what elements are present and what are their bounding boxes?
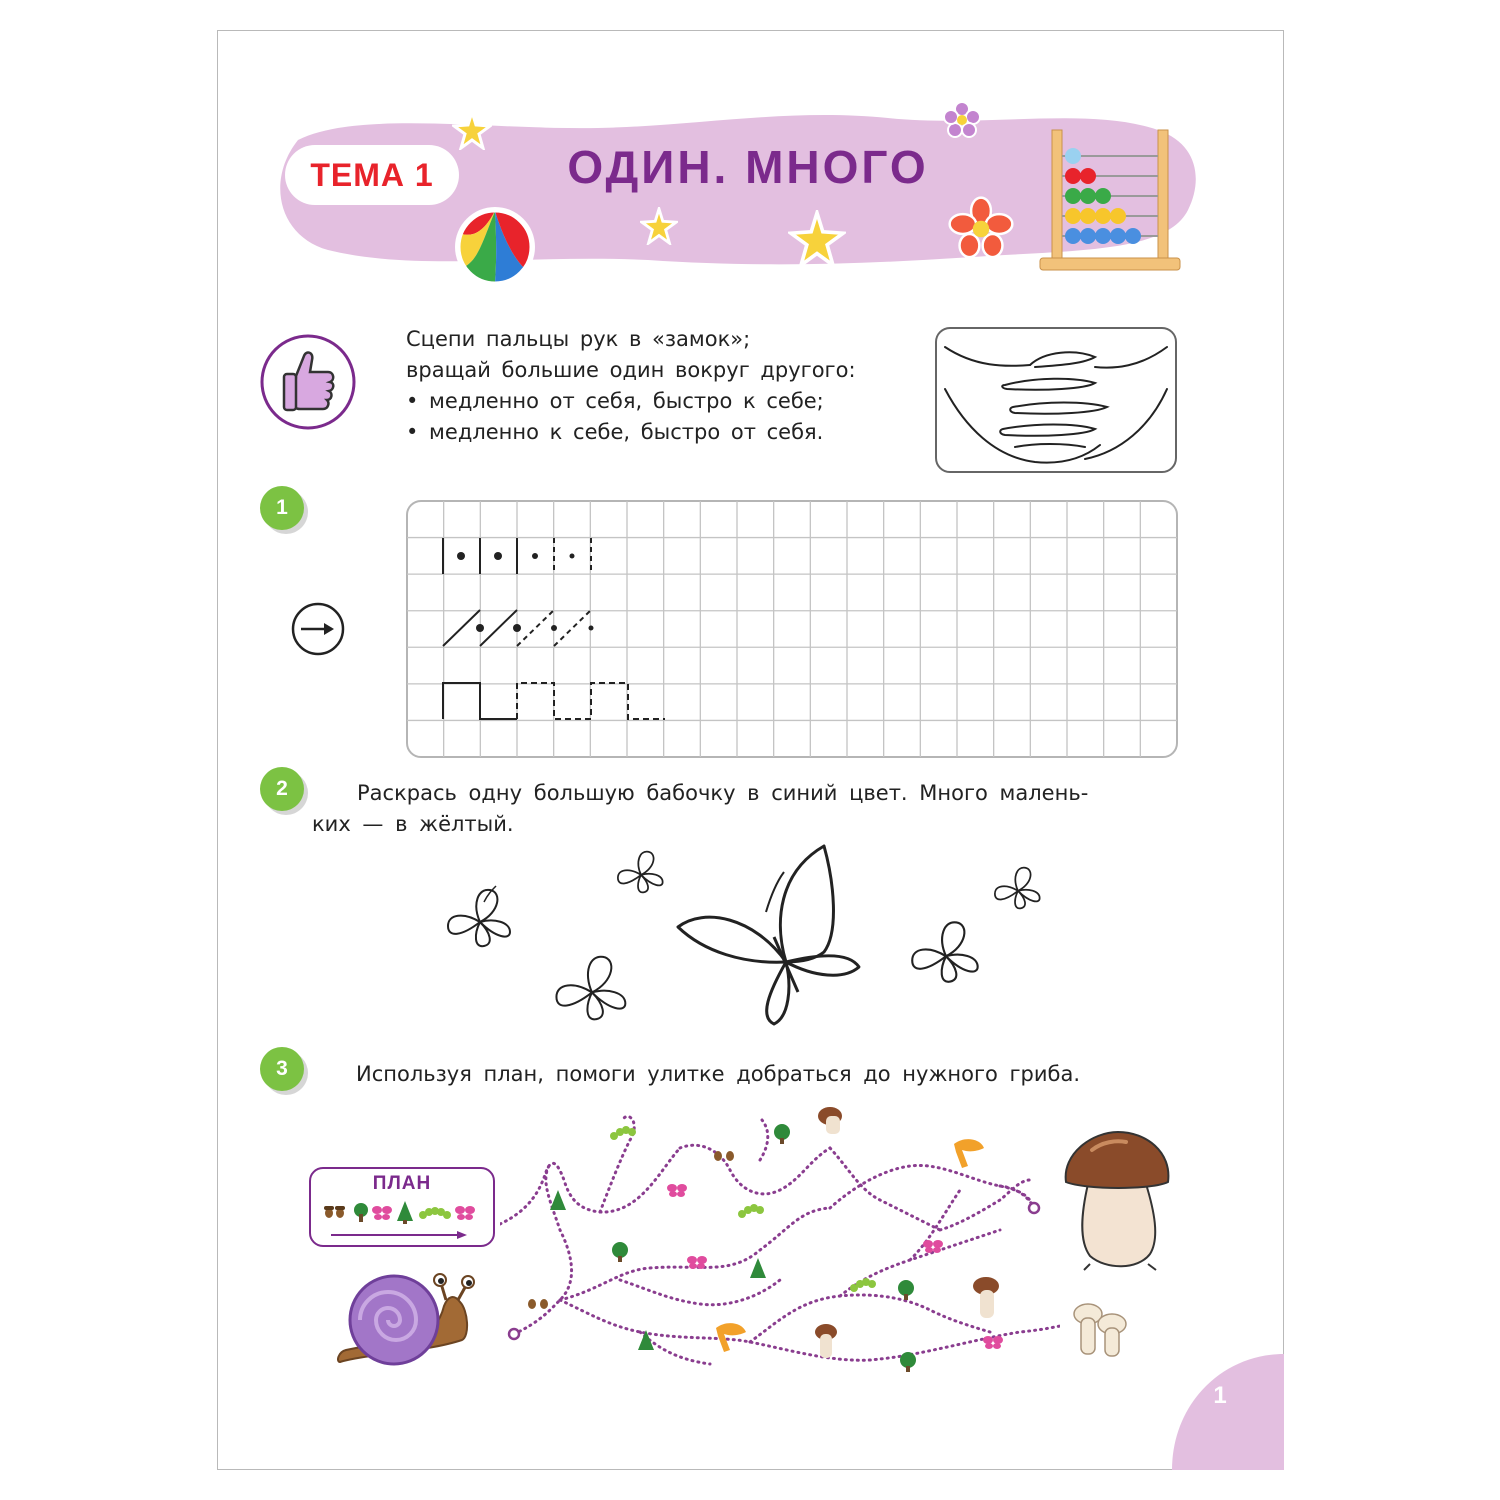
tree-icon [354,1203,368,1222]
plan-box [309,1167,495,1247]
small-butterfly[interactable] [548,948,636,1028]
tree-icon [898,1280,914,1300]
ball-icon [452,204,538,290]
butterfly-icon [667,1184,687,1197]
star-icon [640,207,678,245]
fir-tree-icon [750,1258,766,1278]
thumbs-up-icon [258,332,358,432]
page-number: 1 [1213,1382,1227,1409]
porcini-mushroom-icon [1062,1130,1174,1272]
tree-icon [774,1124,790,1144]
snail-icon [336,1270,482,1370]
caterpillar-icon [610,1126,636,1140]
task2-text [312,778,1182,840]
page-number-tab [1172,1354,1284,1470]
task-number-badge: 2 [260,767,304,811]
caterpillar-icon [738,1204,764,1218]
instruction-line: • медленно от себя, быстро к себе; [406,389,824,413]
theme-label: ТЕМА 1 [285,145,459,205]
finger-exercise-text [406,324,926,448]
mushroom-icon [815,1324,837,1358]
small-butterfly[interactable] [612,846,670,898]
drawing-grid[interactable] [406,500,1178,758]
tree-icon [612,1242,628,1262]
butterfly-icon [455,1206,475,1220]
abacus-icon [1038,126,1184,276]
mushroom-icon [818,1107,842,1134]
caterpillar-icon [850,1278,876,1292]
task2-line1: Раскрась одну большую бабочку в синий цвет. Много малень- [357,781,1089,805]
page-title: ОДИН. МНОГО [567,141,929,193]
chanterelle-icon [954,1139,984,1168]
small-butterfly[interactable] [444,882,516,954]
mushroom-cluster-icon [1068,1300,1130,1360]
task-number-badge: 1 [260,486,304,530]
large-butterfly[interactable] [674,842,864,1028]
tree-icon [900,1352,916,1372]
plan-sequence [321,1201,485,1241]
flower-icon [942,100,982,140]
maze[interactable] [500,1100,1060,1390]
task-number-badge: 3 [260,1047,304,1091]
instruction-line: • медленно к себе, быстро от себя. [406,420,824,444]
flower-icon [948,196,1014,262]
acorns-icon [528,1299,548,1309]
butterfly-icon [372,1206,392,1220]
star-icon [788,210,846,268]
star-icon [452,110,492,150]
small-butterfly[interactable] [906,914,986,990]
fir-tree-icon [550,1190,566,1210]
caterpillar-icon [419,1207,451,1219]
instruction-line: вращай большие один вокруг другого: [406,358,856,382]
arrow-right-icon [290,601,346,657]
small-butterfly[interactable] [990,862,1046,914]
instruction-line: Сцепи пальцы рук в «замок»; [406,327,751,351]
acorns-icon [324,1206,345,1218]
plan-title: ПЛАН [372,1173,432,1194]
fir-tree-icon [397,1201,413,1224]
task3-text: Используя план, помоги улитке добраться до нужного гриба. [356,1062,1081,1086]
task2-line2: ких — в жёлтый. [312,812,514,836]
clasped-hands-icon [935,327,1177,473]
chanterelle-icon [716,1323,746,1352]
mushroom-icon [973,1277,999,1318]
